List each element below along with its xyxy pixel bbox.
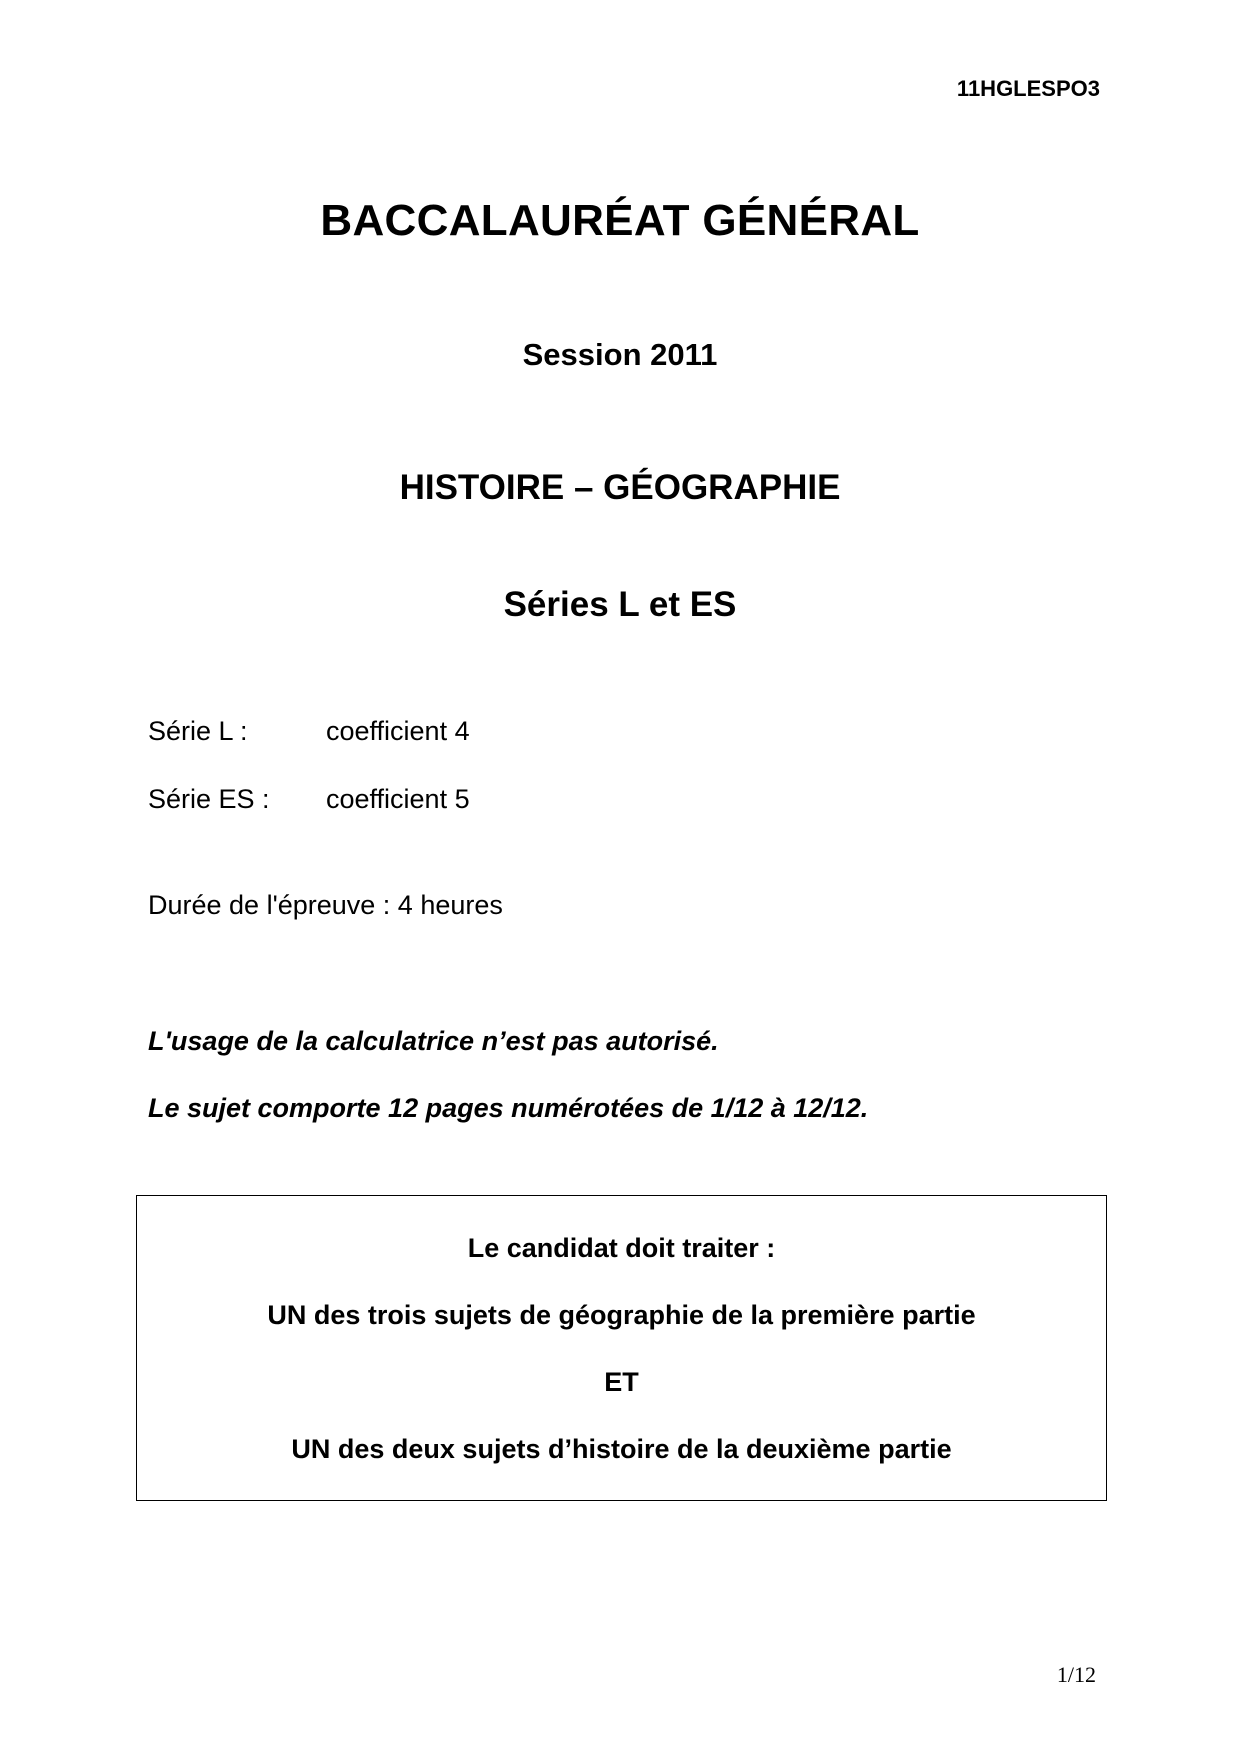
instruction-connector: ET bbox=[604, 1367, 639, 1397]
coefficient-label: Série ES : bbox=[148, 784, 270, 814]
instruction-heading: Le candidat doit traiter : bbox=[467, 1233, 776, 1263]
exam-title: BACCALAURÉAT GÉNÉRAL bbox=[320, 196, 920, 245]
coefficient-value: coefficient 4 bbox=[326, 716, 470, 746]
session-year: Session 2011 bbox=[522, 337, 718, 372]
document-code: 11HGLESPO3 bbox=[956, 76, 1100, 101]
instruction-history: UN des deux sujets d’histoire de la deuxième partie bbox=[291, 1434, 952, 1464]
exam-subject: HISTOIRE – GÉOGRAPHIE bbox=[399, 468, 841, 507]
instruction-geography: UN des trois sujets de géographie de la première partie bbox=[267, 1300, 976, 1330]
exam-duration: Durée de l'épreuve : 4 heures bbox=[148, 890, 503, 920]
instruction-box bbox=[136, 1195, 1107, 1501]
exam-series: Séries L et ES bbox=[503, 585, 737, 624]
coefficient-value: coefficient 5 bbox=[326, 784, 470, 814]
page-number: 1/12 bbox=[1056, 1662, 1096, 1687]
coefficient-label: Série L : bbox=[148, 716, 248, 746]
page-count-note: Le sujet comporte 12 pages numérotées de 1/12 à 12/12. bbox=[148, 1093, 869, 1123]
calculator-note: L'usage de la calculatrice n’est pas autorisé. bbox=[148, 1026, 719, 1056]
